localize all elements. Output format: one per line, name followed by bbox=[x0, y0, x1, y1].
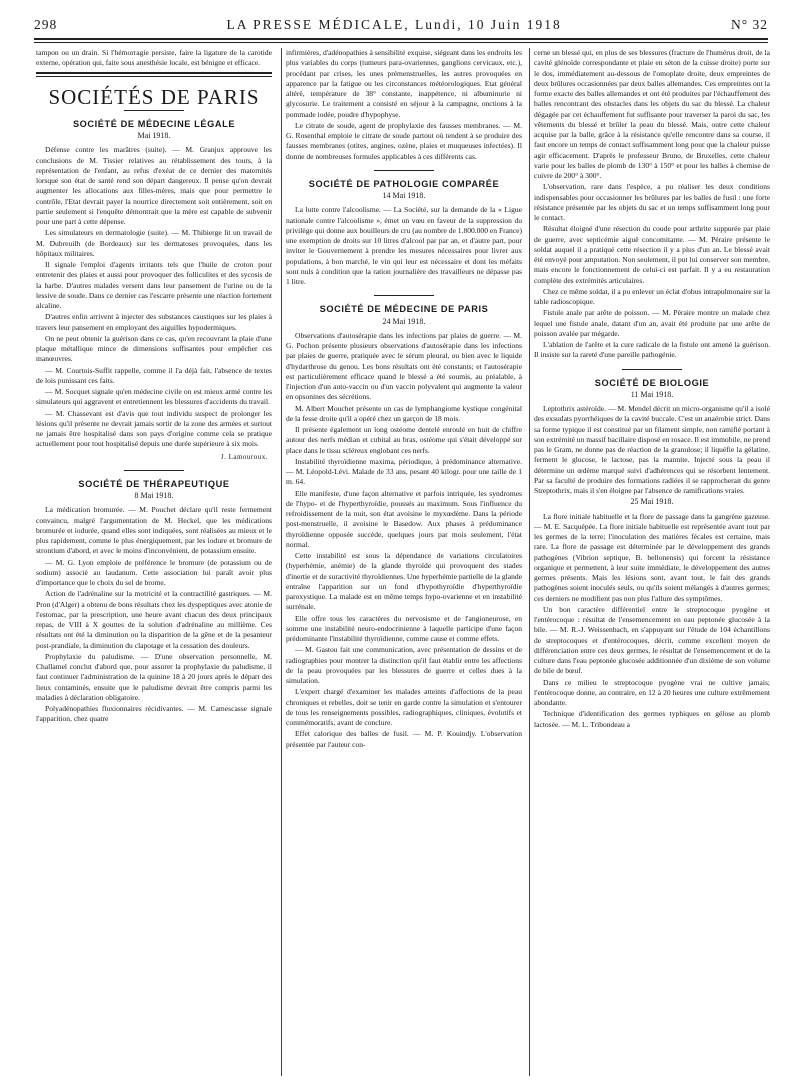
issue-number: N° 32 bbox=[730, 17, 768, 32]
paragraph: Résultat éloigné d'une résection du coude pour arthrite suppurée par plaie de guerre, avec septicémie aiguë concomitante. — M. Péraire présente le soldat auquel il a pratiqué cette résection il y a plus d'un an. Le blessé avait été envoyé pour amputation. Non seulement, il put lui conserver son membre, mais encore le fonctionnement de celui-ci est parfait. Il y a eu restauration complète des extrémités articulaires. bbox=[534, 224, 770, 285]
paragraph: Technique d'identification des germes typhiques en gélose au plomb lactosée. — M. L. Tribondeau a bbox=[534, 709, 770, 729]
paragraph: Elle offre tous les caractères du nervosisme et de l'angioneurose, en somme une instabilité neuro-endocrinienne à laquelle participe d'une façon prédominante l'instabilité thyroïdienne, comme cause et comme effets. bbox=[286, 613, 522, 643]
main-section-title: SOCIÉTÉS DE PARIS bbox=[48, 84, 260, 109]
paragraph: Instabilité thyroïdienne maxima, périodique, à prédominance alternative. — M. Léopold-Lévi. Malade de 33 ans, pesant 40 kilogr. pour une taille de 1 m. 64. bbox=[286, 456, 522, 487]
double-rule bbox=[36, 72, 272, 77]
paragraph: Effet calorique des balles de fusil. — M. P. Kouindjy. L'observation présentée par l'auteur con- bbox=[286, 729, 522, 749]
section-title: SOCIÉTÉ DE MÉDECINE DE PARIS bbox=[319, 304, 489, 315]
paragraph: L'ablation de l'arête et la cure radicale de la fistule ont amené la guérison. Il insiste sur la rareté d'une pareille pathogénie. bbox=[534, 340, 770, 360]
paragraph: — M. Chassevant est d'avis que tout individu suspect de prolonger les lésions qu'il présente ne devrait jamais sortir de la zone des armées et surtout ne jamais être hospitalisé dans son pays d'origine comme cela se pratique actuellement pour tout hospitalisé depuis une durée supérieure à six mois. bbox=[36, 408, 272, 449]
section-date: Mai 1918. bbox=[137, 131, 171, 140]
section-date: 11 Mai 1918. bbox=[630, 389, 674, 399]
paragraph: Dans ce milieu le streptocoque pyogène vrai ne cultive jamais; l'entérocoque donne, au contraire, en 12 à 20 heures une culture extrêmement abondante. bbox=[534, 677, 770, 707]
column-3 bbox=[534, 48, 770, 1076]
section-title: SOCIÉTÉ DE BIOLOGIE bbox=[594, 377, 710, 388]
paragraph: L'observation, rare dans l'espèce, a pu réaliser les deux conditions indispensables pour occasionner les brûlures par les balles de fusil : une forte résistance présentée par les objets du sac et un temps suffisamment long pour le contact. bbox=[534, 182, 770, 222]
header-rule-bottom bbox=[34, 42, 768, 43]
paragraph: — M. Courtois-Suffit rappelle, comme il l'a déjà fait, l'absence de textes de lois punissant ces faits. bbox=[36, 365, 272, 385]
paragraph: L'expert chargé d'examiner les malades atteints d'affections de la peau chroniques et rebelles, doit se tenir en garde contre la simulation et s'entourer de tous les renseignements possibles, radiographiques, cliniques, évolutifs et commémoratifs, avant de conclure. bbox=[286, 687, 522, 727]
column-divider bbox=[529, 48, 530, 1076]
paragraph: Prophylaxie du paludisme. — D'une observation personnelle, M. Challamel conclut d'abord que, pour assurer la prophylaxie du paludisme, il faut continuer l'administration de la quinine 18 à 20 jours après le départ des lieux contaminés, ensuite que le paludisme devrait être compris parmi les maladies à déclaration obligatoire. bbox=[36, 651, 272, 702]
paragraph: Fistule anale par arête de poisson. — M. Péraire montre un malade chez lequel une fistule anale, datant d'un an, avait été produite par une arête de poisson avalée par mégarde. bbox=[534, 308, 770, 338]
paragraph: M. Albert Mouchet présente un cas de lymphangiome kystique congénital de la fesse droite qu'il a opéré chez un garçon de 18 mois. bbox=[286, 403, 522, 423]
column-1 bbox=[36, 48, 272, 1076]
paragraph: On ne peut obtenir la guérison dans ce cas, qu'en recouvrant la plaie d'une plaque métallique mince de dimensions suffisantes pour empêcher ces manœuvres. bbox=[36, 333, 272, 364]
section-title: SOCIÉTÉ DE MÉDECINE LÉGALE bbox=[72, 118, 236, 129]
section-date: 24 Mai 1918. bbox=[382, 316, 426, 326]
column-2 bbox=[286, 48, 522, 1076]
section-date: 25 Mai 1918. bbox=[630, 497, 674, 507]
running-header bbox=[34, 14, 768, 36]
paragraph: La médication bromurée. — M. Pouchet déclare qu'il reste fermement convaincu, malgré l'argumentation de M. Heckel, que les médications bromurée et iodurée, quand elles sont indiquées, sont réalisées au mieux et le plus rapidement, comme le plus énergiquement, par les iodure et bromure de strontium d'abord, et avec le moins d'inconvénient, de potassium ensuite. bbox=[36, 505, 272, 556]
paragraph: Les simulateurs en dermatologie (suite). — M. Thibierge lit un travail de M. Dubreuilh (de Bordeaux) sur les dermatoses provoquées, dans les hôpitaux militaires. bbox=[36, 228, 272, 258]
separator bbox=[374, 170, 434, 171]
section-title: SOCIÉTÉ DE PATHOLOGIE COMPARÉE bbox=[308, 178, 500, 189]
paragraph: Leptothrix astéroïde. — M. Mendel décrit un micro-organisme qu'il a isolé des exsudats pyorrhéiques de la cavité buccale. C'est un anaérobie strict. Dans sa forme typique il est constitué par un filament simple, non ramifié portant à son extrémité un massif bacillaire disposé en rosace. Il est immobile, ne prend pas le Gram, ne donne pas de réaction de la granulose; il liquéfie la gélatine, ferment le glucose, le lactose, pas la mannite. Injecté sous la peau il détermine un œdème marqué suivi d'adhérences qui se résorbent lentement. Par sa faculté de produire des formations radiées il se rapprocherait du genre Streptothrix, mais il s'en éloigne par l'absence de ramifications vraies. bbox=[534, 404, 770, 495]
signature: J. Lamouroux. bbox=[220, 452, 268, 461]
paragraph: Un bon caractère différentiel entre le streptocoque pyogène et l'entérocoque : résultat de l'ensemencement en eau peptonée glucosée à la bile. — M. R.-J. Weissenbach, en s'appuyant sur l'étude de 104 échantillons de streptocoques et d'entérocoques, décrit, comme excellent moyen de différenciation entre ces deux germes, le résultat de l'ensemencement et de la culture dans l'eau peptonée glucosée additionnée d'un dixième de son volume de bile de bœuf. bbox=[534, 604, 770, 676]
paragraph: Observations d'autosérapie dans les infections par plaies de guerre. — M. G. Pochon présente plusieurs observations d'autosérapie dans les infections par plaies de guerre, pratiquée avec le sérum pleural, ou bien avec le liquide d'hydarthrose du genou. Les bons résultats ont été constants; et l'autosérapie est particulièrement efficace quand le blessé a été soumis, au préalable, à l'injection d'un auto-vaccin ou d'un vaccin polyvalent qui augmente la valeur en opsonines des sécrétions. bbox=[286, 330, 522, 402]
paragraph: Le citrate de soude, agent de prophylaxie des fausses membranes. — M. G. Rosenthal emploie le citrate de soude partout où tendent à se produire des fausses membranes (otites, angines, ozène, plaies et muqueuses infectées). Il donne de nombreuses formules applicables à ces différents cas. bbox=[286, 120, 522, 161]
paragraph: tampon ou un drain. Si l'hémorragie persiste, faire la ligature de la carotide externe, opération qui, faite sous anesthésie locale, est bénigne et efficace. bbox=[36, 48, 272, 68]
paragraph: Polyadénopathies fluxionnaires récidivantes. — M. Camescasse signale l'apparition, chez quatre bbox=[36, 704, 272, 724]
paragraph: infirmières, d'adénopathies à sensibilité exquise, siégeant dans les endroits les plus variables du corps (tumeurs para-ovariennes, ganglions cervicaux, etc.), procédant par crises, les unes prémenstruelles, les autres provoquées en apparence par la fatigue ou les circonstances météorologiques. Etat général altéré, température de 38° constante, inappétence, ni albuminurie ni glycosurie. Le traitement a consisté en séjour à la campagne, onctions à la pommade iodée, poudre d'hypophyse. bbox=[286, 48, 522, 119]
issue-date: Lundi, 10 Juin 1918 bbox=[414, 17, 562, 32]
header-rule-top bbox=[34, 38, 768, 40]
section-title: SOCIÉTÉ DE THÉRAPEUTIQUE bbox=[78, 478, 230, 489]
paragraph: cerne un blessé qui, en plus de ses blessures (fracture de l'humérus droit, de la cavité glénoïde correspondante et plaie en séton de la cuisse droite) porte sur le dos, immédiatement au-dessous de l'omoplate droite, deux empreintes de deux brûlures occasionnées par deux balles allemandes. Ces empreintes ont la forme exacte des balles allemandes et ont été produites par l'échauffement des balles rencontrant des obstacles dans les objets du sac du blessé. La chaleur dégagée par cet échauffement fut suffisante pour traverser la paroi du sac, les vêtements du blessé et brûler la peau du blessé. Mais, outre cette chaleur acquise par la balle, grâce à la résistance qu'elle rencontre dans sa course, il faut encore un temps de contact suffisamment long pour que la chaleur puisse agir efficacement. D'après le professeur Bruno, de Bruxelles, cette chaleur varie pour les balles de plomb de 130° à 150° et pour les balles à chemise de cuivre de 200° à 300°. bbox=[534, 48, 770, 180]
column-divider bbox=[281, 48, 282, 1076]
paragraph: — M. Socquet signale qu'en médecine civile on est mieux armé contre les simulateurs qui aggravent et entretiennent les blessures d'accidents du travail. bbox=[36, 387, 272, 407]
paragraph: — M. Gastou fait une communication, avec présentation de dessins et de radiographies pour montrer la distinction qu'il faut établir entre les affections de la peau provoquées par les blessures de guerre et celles dues à la simulation. bbox=[286, 645, 522, 685]
separator bbox=[374, 295, 434, 296]
paragraph: Il signale l'emploi d'agents irritants tels que l'huile de croton pour entretenir des plaies et aussi pour provoquer des folliculites et des sycosis de la barbe. D'autres malades versent dans leur pansement de l'urine ou de la lessive de soude. Dans ce dernier cas l'escarre présente une réaction fortement alcaline. bbox=[36, 260, 272, 310]
separator bbox=[622, 369, 682, 370]
journal-title: LA PRESSE MÉDICALE, bbox=[226, 17, 410, 32]
journal-title-date bbox=[226, 17, 561, 33]
paragraph: Défense contre les marâtres (suite). — M. Granjux approuve les conclusions de M. Tissier relatives au rétablissement des tours, à la représentation de l'enfant, au refus d'exéat de ce dernier des maternités lorsque son état de santé rend son départ dangereux. Il pense qu'on devrait augmenter les allocations aux filles-mères, mais que pour permettre le contrôle, l'Etat devrait payer la nourrice directement soit entièrement, soit en partie seulement si l'enquête démontrait que la mère est capable de subvenir pour une part à cette dépense. bbox=[36, 145, 272, 226]
paragraph: Cette instabilité est sous la dépendance de variations circulatoires (hyperhémie, anémie) de la glande thyroïde qui provoquent des stades d'inertie et de suractivité thyroïdiennes. Une hyperhémie partielle de la glande entraîne l'apparition sur un fond d'hypothyroïdie d'hyperthyroïdie paroxystique. La malade est en même temps hypo-ovarienne et en instabilité surrénale. bbox=[286, 551, 522, 612]
section-date: 8 Mai 1918. bbox=[134, 491, 174, 500]
separator bbox=[124, 470, 184, 471]
paragraph: Il présente également un long ostéome dentelé enroulé en huit de chiffre autour des nerfs médian et cubital au bras, ostéome qui s'était développé sur place dans le tissu scléreux englobant ces nerfs. bbox=[286, 425, 522, 455]
section-date: 14 Mai 1918. bbox=[382, 191, 426, 200]
paragraph: — M. G. Lyon emploie de préférence le bromure (de potassium ou de sodium) associé au laudanum. Cette association lui paraît avoir plus d'importance que le choix du sel de brome. bbox=[36, 557, 272, 587]
paragraph: Elle manifeste, d'une façon alternative et parfois intriquée, les syndromes de l'hypo- et de l'hyperthyroïdie, poussés au maximum. Sous l'influence du refroidissement de la nuit, son état avoisine le myxœdème. Dans la période post-menstruelle, il avoisine le Basedow. Aux phases à prédominance thyroïdienne opposée succède, quelques jours par mois seulement, l'état normal. bbox=[286, 488, 522, 549]
paragraph: La lutte contre l'alcoolisme. — La Société, sur la demande de la « Ligue nationale contre l'alcoolisme », émet un vœu en faveur de la suppression du privilège qui donne aux bouilleurs de cru (au nombre de 1.800.000 en France) une exemption de droits sur 10 litres d'alcool par par an, et d'autre part, pour inviter le Gouvernement à prendre les mesures nécessaires pour livrer aux populations, à bon marché, le vin qui leur est nécessaire et dont les méfaits sont nuls à condition que la ration journalière des travailleurs ne dépasse pas 1 litre. bbox=[286, 205, 522, 286]
page-number: 298 bbox=[34, 17, 58, 32]
paragraph: La flore initiale habituelle et la flore de passage dans la gangrène gazeuse. — M. E. Sacquépée. La flore initiale habituelle est représentée avant tout par les germes de la terre; l'inoculation des matières fécales est certaine, mais rare. La flore de passage est déterminée par le développement des grands pathogènes (Vibrion septique, B. bellonensis) qui forcent la résistance organique et permettent, à leur suite immédiate, le développement des autres germes présents. Mais les lésions sont, avant tout, le fait des grands pathogènes soient inoculés seuls, ou qu'ils soient mélangés à d'autres germes; ces derniers ne modifient pas non plus l'allure des symptômes. bbox=[534, 511, 770, 603]
paragraph: D'autres enfin arrivent à injecter des substances caustiques sur les plaies à travers leur pansement en employant des aiguilles hypodermiques. bbox=[36, 312, 272, 332]
paragraph: Chez ce même soldat, il a pu enlever un éclat d'obus intrapulmonaire sur la table radioscopique. bbox=[534, 286, 770, 306]
separator bbox=[124, 110, 184, 111]
paragraph: Action de l'adrénaline sur la motricité et la contractilité gastriques. — M. Pron (d'Alger) a obtenu de bons résultats chez les dyspeptiques avec atonie de l'estomac, par la prescription, une heure avant chacun des deux principaux repas, de VIII à X gouttes de la solution d'adrénaline au millième. Ces résultats ont été la diminution ou la disparition de la gêne et de la pesanteur post-prandiale, la diminution du clapotage et la cessation des douleurs. bbox=[36, 589, 272, 650]
